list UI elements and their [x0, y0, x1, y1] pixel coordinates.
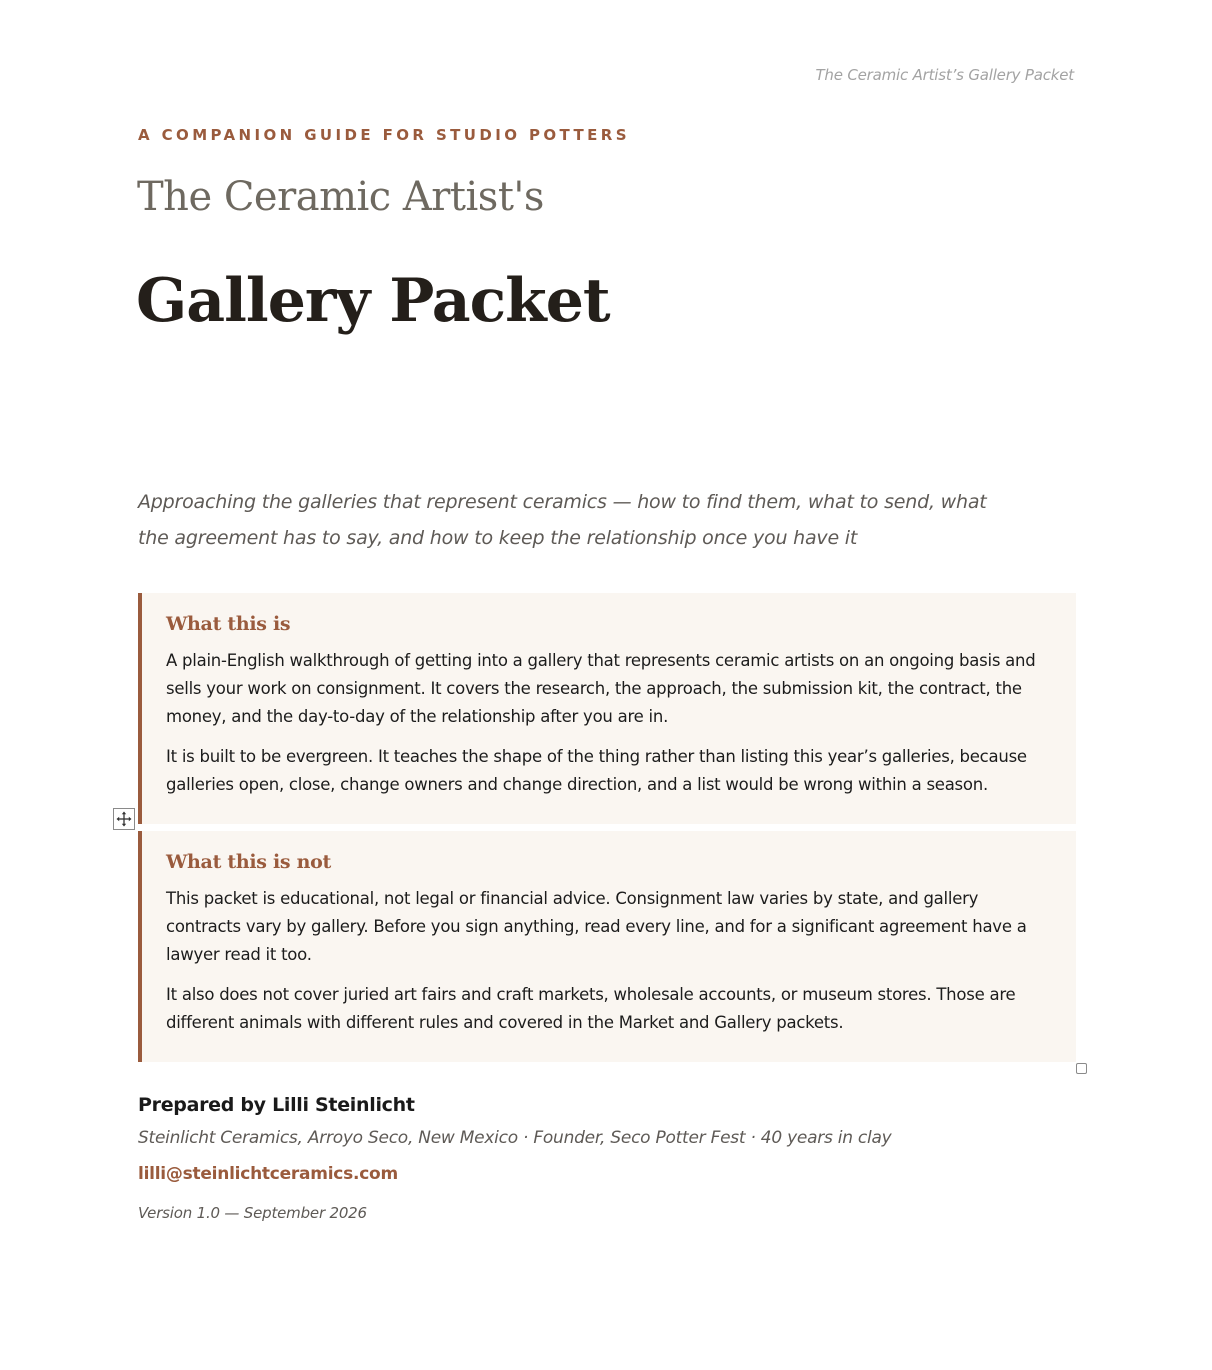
move-arrows-glyph: [116, 811, 132, 827]
title-line-1: The Ceramic Artist's: [137, 174, 544, 220]
cover-subtitle: Approaching the galleries that represent ceramics — how to find them, what to send, what the agreement has to say, and how to keep the relationship once you have it: [138, 491, 987, 549]
prepared-by: Prepared by Lilli Steinlicht: [138, 1094, 415, 1116]
callout-what-this-is: [138, 593, 1076, 824]
callout-what-this-is-not: [138, 831, 1076, 1062]
version-line: Version 1.0 — September 2026: [138, 1204, 367, 1222]
callout-paragraph: It is built to be evergreen. It teaches the shape of the thing rather than listing this year’s galleries, because galleries open, close, change owners and change direction, and a list would be wrong within a season.: [166, 747, 1027, 794]
callout-paragraph: It also does not cover juried art fairs and craft markets, wholesale accounts, or museum stores. Those are different animals with different rules and covered in the Market and Gallery packets.: [166, 985, 1016, 1032]
author-email-link[interactable]: lilli@steinlichtceramics.com: [138, 1164, 398, 1184]
callout-heading: What this is not: [166, 851, 331, 873]
callout-paragraph: A plain-English walkthrough of getting into a gallery that represents ceramic artists on an ongoing basis and sells your work on consignment. It covers the research, the approach, the submission kit, the contract, the money, and the day-to-day of the relationship after you are in.: [166, 651, 1036, 726]
running-header: The Ceramic Artist’s Gallery Packet: [815, 66, 1074, 84]
cover-eyebrow: A COMPANION GUIDE FOR STUDIO POTTERS: [138, 126, 630, 144]
callout-heading: What this is: [166, 613, 291, 635]
move-arrows-icon[interactable]: [113, 808, 135, 830]
title-line-2: Gallery Packet: [136, 266, 610, 336]
author-affiliation: Steinlicht Ceramics, Arroyo Seco, New Mexico · Founder, Seco Potter Fest · 40 years in clay: [138, 1128, 892, 1148]
resize-handle-icon[interactable]: [1076, 1063, 1087, 1074]
callout-paragraph: This packet is educational, not legal or financial advice. Consignment law varies by state, and gallery contracts vary by gallery. Before you sign anything, read every line, and for a significant agreement have a lawyer read it too.: [166, 889, 1027, 964]
